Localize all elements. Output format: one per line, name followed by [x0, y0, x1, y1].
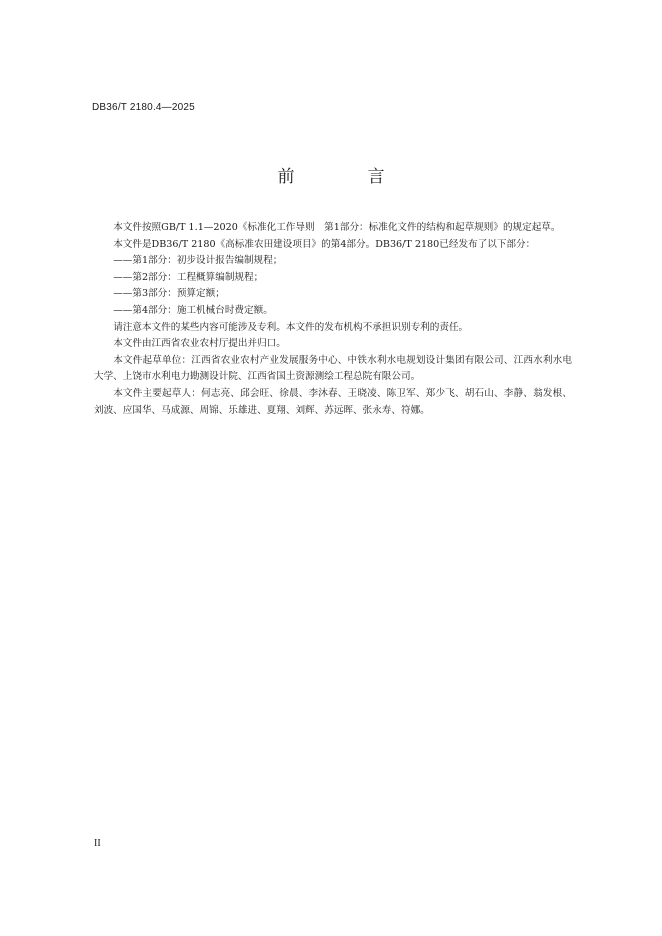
document-code: DB36/T 2180.4—2025	[92, 102, 195, 113]
list-item-part-3: ——第3部分：预算定额；	[113, 288, 225, 300]
list-item-part-1: ——第1部分：初步设计报告编制规程；	[113, 255, 283, 267]
page-title: 前 言	[277, 167, 413, 187]
list-item-part-2: ——第2部分：工程概算编制规程；	[113, 271, 264, 283]
page-number: II	[94, 838, 101, 849]
paragraph-part-of-series: 本文件是DB36/T 2180《高标准农田建设项目》的第4部分。DB36/T 2180已经发布了以下部分：	[113, 238, 536, 250]
list-item-part-4: ——第4部分：施工机械台时费定额。	[113, 304, 273, 316]
paragraph-proposer: 本文件由江西省农业农村厅提出并归口。	[113, 338, 286, 350]
paragraph-drafters: 本文件主要起草人：何志亮、邱会旺、徐晨、李沐春、王晓凌、陈卫军、郑少飞、胡石山、李静、翁发根、刘波、应国华、马成源、周锦、乐雄进、夏翔、刘辉、苏远晖、张永寿、符娜。	[94, 387, 572, 416]
foreword-body	[94, 220, 572, 419]
paragraph-drafting-units: 本文件起草单位：江西省农业农村产业发展服务中心、中铁水利水电规划设计集团有限公司、江西水利水电大学、上饶市水利电力勘测设计院、江西省国土资源测绘工程总院有限公司。	[94, 354, 572, 383]
paragraph-patent-notice: 请注意本文件的某些内容可能涉及专利。本文件的发布机构不承担识别专利的责任。	[113, 321, 469, 333]
paragraph-drafting-rules: 本文件按照GB/T 1.1—2020《标准化工作导则 第1部分：标准化文件的结构和起草规则》的规定起草。	[113, 222, 561, 233]
